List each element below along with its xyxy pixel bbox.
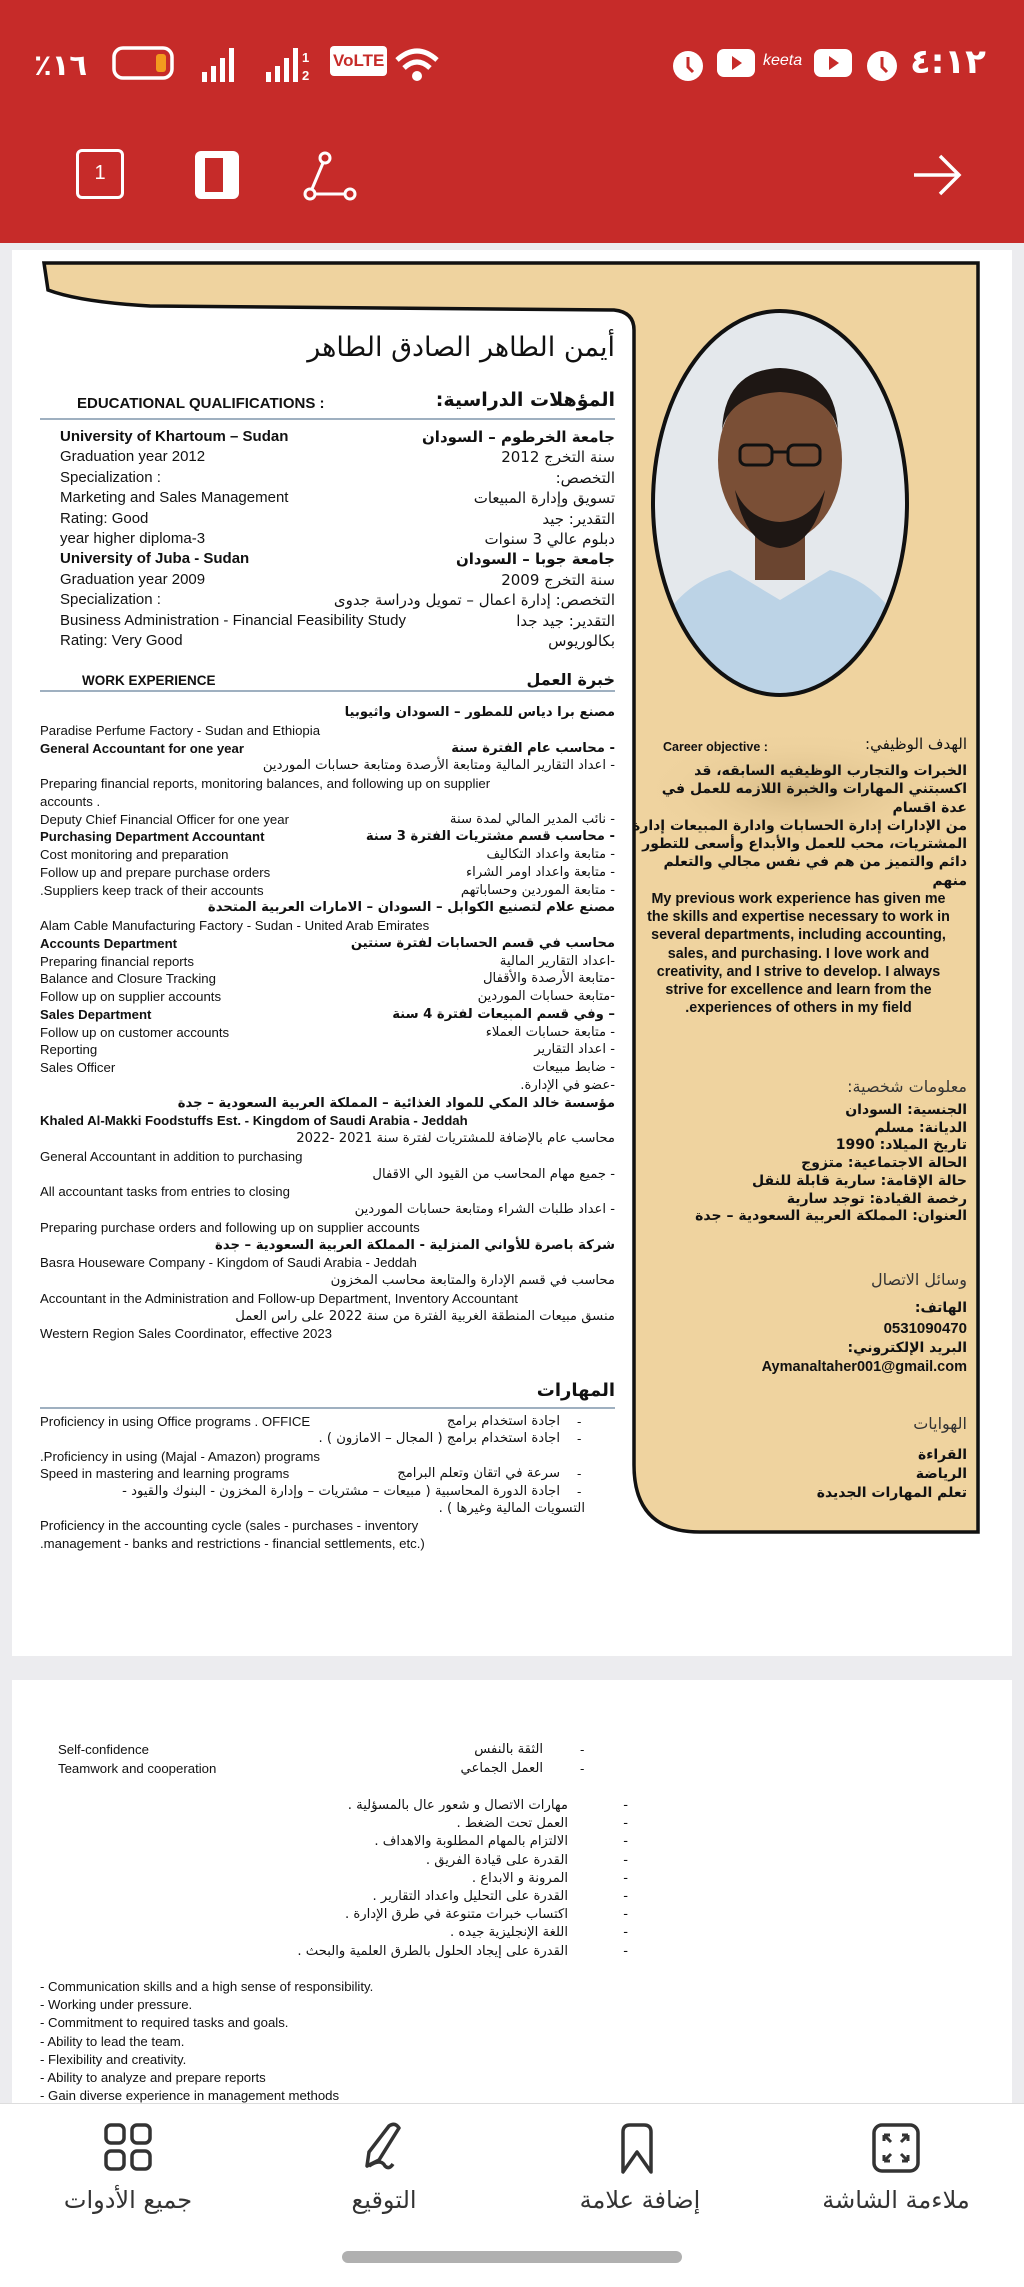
list-line [632, 853, 967, 871]
list-line [632, 872, 967, 890]
page-number: 1 [94, 162, 106, 184]
soft-skills-en-list [40, 1978, 373, 2105]
list-line [695, 1155, 967, 1173]
list-row [40, 954, 615, 972]
text-en: University of Khartoum – Sudan [60, 428, 289, 445]
line-text: .experiences of others in my field [685, 1000, 912, 1017]
list-row [40, 1042, 615, 1060]
line-text: several departments, including accounting, [651, 927, 946, 944]
keeta-label: keeta [763, 52, 803, 69]
fit-screen-icon [871, 2122, 921, 2174]
text-ar: - محاسب عام الفترة سنة [451, 740, 615, 756]
list-row [40, 1255, 615, 1273]
list-row [58, 1760, 585, 1780]
text-ar: اجادة استخدام برامج [446, 1414, 560, 1429]
list-row [40, 1536, 585, 1553]
signature-button[interactable] [256, 2104, 512, 2244]
list-line [40, 2069, 373, 2087]
line-text: مهارات الاتصال و شعور عال بالمسؤلية . [347, 1798, 568, 1813]
list-row [60, 510, 615, 530]
add-bookmark-label: إضافة علامة [579, 2186, 701, 2214]
line-text: - Commitment to required tasks and goals. [40, 2015, 289, 2031]
text-ar: العمل الجماعي [460, 1760, 543, 1776]
list-row [40, 741, 615, 759]
bullet-dash: - [623, 1907, 628, 1923]
career-objective-ar [632, 762, 967, 890]
text-ar: اجادة استخدام برامج ( المجال – الامازون ) . [318, 1431, 560, 1447]
text-en: Proficiency in the accounting cycle (sales - purchases - inventory [40, 1518, 419, 1534]
text-en: Specialization : [60, 591, 161, 609]
list-row [40, 1501, 585, 1518]
list-line [297, 1833, 628, 1851]
text-en: Purchasing Department Accountant [40, 829, 265, 845]
list-line [626, 999, 971, 1017]
text-en: .Proficiency in using (Majal - Amazon) programs [40, 1448, 320, 1464]
list-row [60, 612, 615, 632]
bullet-dash: - [623, 1925, 628, 1941]
list-row [60, 550, 615, 570]
email-address: Aymanaltaher001@gmail.com [761, 1359, 967, 1375]
text-ar: التخصص: إدارة اعمال – تمويل ودراسة جدوى [333, 591, 615, 610]
line-text: الحالة الاجتماعية: متزوج [801, 1155, 967, 1172]
bullet-dash: - [623, 1816, 628, 1832]
line-text: sales, and purchasing. I love work and [667, 945, 930, 962]
list-line [297, 1870, 628, 1888]
fit-screen-label: ملاءمة الشاشة [822, 2186, 970, 2214]
text-ar: -عضو في الإدارة. [520, 1077, 615, 1093]
bottom-toolbar [0, 2103, 1024, 2287]
text-ar: - ضابط مبيعات [532, 1060, 615, 1075]
line-text: حالة الإقامة: سارية قابلة للنقل [752, 1172, 967, 1189]
text-ar: التسويات المالية وغيرها ) . [438, 1500, 585, 1516]
list-line [40, 2014, 373, 2032]
work-experience-list [40, 705, 615, 1344]
text-en: Preparing financial reports, monitoring balances, and following up on supplier [40, 776, 491, 791]
home-indicator[interactable] [342, 2251, 682, 2263]
list-line [297, 1852, 628, 1870]
list-row [60, 632, 615, 652]
soft-skills-ar-list [297, 1797, 628, 1961]
list-row [40, 1414, 585, 1431]
line-text: اكتساب خبرات متنوعة في طرق الإدارة . [344, 1907, 568, 1923]
text-ar: محاسب في قسم الحسابات لفترة سنتين [350, 935, 615, 951]
list-row [60, 428, 615, 448]
text-en: University of Juba - Sudan [60, 550, 250, 568]
text-en: Reporting [40, 1042, 98, 1058]
text-en: Specialization : [60, 468, 161, 486]
list-line [626, 963, 971, 981]
text-en: Business Administration - Financial Feasibility Study [60, 611, 406, 629]
list-line [632, 762, 967, 780]
text-en: Preparing financial reports [40, 953, 194, 969]
list-line [297, 1815, 628, 1833]
text-ar: التقدير: جيد [542, 509, 615, 528]
line-text: - Flexibility and creativity. [40, 2051, 187, 2067]
line-text: strive for excellence and learn from the [665, 982, 932, 999]
text-en: Accountant in the Administration and Follow-up Department, Inventory Accountant [40, 1290, 518, 1306]
text-en: Western Region Sales Coordinator, effective 2023 [40, 1326, 333, 1342]
education-list [60, 428, 615, 652]
text-ar: مؤسسة خالد المكي للمواد الغذائية – المملكة العربية السعودية – جدة [177, 1095, 615, 1111]
text-en: accounts . [40, 793, 101, 809]
list-row [40, 936, 615, 954]
text-ar: دبلوم عالي 3 سنوات [484, 529, 615, 548]
candidate-name: أيمن الطاهر الصادق الطاهر [307, 332, 615, 363]
text-en: Balance and Closure Tracking [40, 971, 216, 987]
bullet-dash: - [623, 1834, 628, 1850]
line-text: - Gain diverse experience in management methods [40, 2088, 340, 2104]
text-ar: سنة التخرج 2012 [501, 448, 615, 467]
text-ar: سرعة في اتقان وتعلم البرامج [397, 1466, 560, 1482]
list-row [40, 1007, 615, 1025]
line-text: العنوان: المملكة العربية السعودية – جدة [695, 1208, 967, 1225]
list-row [60, 448, 615, 468]
text-en: Rating: Good [60, 509, 149, 527]
list-row [40, 1202, 615, 1220]
line-text: القدرة على التحليل واعداد التقارير . [372, 1889, 568, 1905]
list-line [632, 835, 967, 853]
text-en: Deputy Chief Financial Officer for one year [40, 811, 289, 827]
list-line [626, 981, 971, 999]
list-line [695, 1208, 967, 1226]
text-en: Basra Houseware Company - Kingdom of Saudi Arabia - Jeddah [40, 1255, 417, 1271]
text-ar: - محاسب قسم مشتريات الفترة 3 سنة [365, 829, 615, 845]
text-ar: -اعداد التقارير المالية [499, 953, 615, 969]
soft-skills-pairs [58, 1742, 585, 1779]
list-line [626, 926, 971, 944]
text-en: Paradise Perfume Factory - Sudan and Ethiopia [40, 722, 321, 738]
list-line [626, 945, 971, 963]
line-text: منهم [932, 872, 967, 889]
list-row [40, 1167, 615, 1185]
text-ar: مصنع علام لتصنيع الكوابل – السودان – الامارات العربية المتحدة [207, 900, 615, 916]
list-line [297, 1924, 628, 1942]
text-ar: - نائب المدير المالي لمدة سنة [449, 811, 615, 827]
list-line [626, 890, 971, 908]
personal-info-list [695, 1102, 967, 1226]
list-row [40, 776, 615, 794]
line-text: الالتزام بالمهام المطلوبة والاهداف . [374, 1834, 568, 1850]
text-ar: -متابعة الأرصدة والأقفال [482, 971, 615, 987]
career-objective-label-en: Career objective : [663, 740, 768, 754]
hobbies-list [817, 1446, 967, 1503]
text-en: Proficiency in using Office programs . OFFICE [40, 1414, 311, 1429]
text-ar: - جميع مهام المحاسب من القيود الي الاقفال [372, 1166, 615, 1182]
volte-badge: VoLTE [330, 46, 387, 76]
contact-title: وسائل الاتصال [870, 1270, 967, 1289]
bullet-dash: - [623, 1798, 628, 1813]
bullet-dash: - [623, 1943, 628, 1959]
list-row [40, 1466, 585, 1483]
list-line [695, 1173, 967, 1191]
list-line [297, 1906, 628, 1924]
list-row [40, 1184, 615, 1202]
all-tools-grid-icon [103, 2122, 153, 2172]
education-title-ar: المؤهلات الدراسية: [435, 389, 615, 411]
list-row [60, 571, 615, 591]
list-row [40, 758, 615, 776]
text-en: .Suppliers keep track of their accounts [40, 882, 264, 898]
list-row [40, 705, 615, 723]
list-line [817, 1446, 967, 1465]
text-ar: محاسب عام بالإضافة للمشتريات لفترة سنة 2021 -2022 [296, 1131, 615, 1146]
list-row [60, 489, 615, 509]
work-title-en: WORK EXPERIENCE [82, 673, 216, 688]
signature-label: التوقيع [351, 2186, 417, 2214]
list-line [626, 908, 971, 926]
list-row [40, 1309, 615, 1327]
list-row [40, 847, 615, 865]
text-ar: بكالوريوس [548, 631, 615, 650]
list-row [40, 1518, 585, 1535]
list-line [695, 1137, 967, 1155]
list-row [40, 918, 615, 936]
clock: ٤:١٢ [910, 42, 986, 82]
line-text: المشتريات، محب للعمل والأبداع وأسعى للتطور [642, 836, 967, 853]
line-text: العمل تحت الضغط . [456, 1816, 568, 1832]
text-ar: التقدير: جيد جدا [516, 611, 615, 630]
list-row [40, 1484, 585, 1501]
skills-list [40, 1414, 585, 1553]
text-en: Accounts Department [40, 935, 178, 951]
line-text: عدة اقسام [892, 799, 967, 816]
line-text: - Working under pressure. [40, 1997, 193, 2013]
list-row [40, 1149, 615, 1167]
text-en: year higher diploma-3 [60, 529, 206, 547]
hobbies-title: الهوايات [913, 1414, 967, 1433]
text-ar: - متابعة واعداد اومر الشراء [465, 864, 615, 880]
email-label: البريد الإلكتروني: [847, 1340, 967, 1356]
list-row [40, 865, 615, 883]
list-row [40, 1096, 615, 1114]
text-ar: – وفي قسم المبيعات لفترة 4 سنة [392, 1006, 615, 1022]
list-line [695, 1120, 967, 1138]
personal-info-title: معلومات شخصية: [847, 1077, 967, 1096]
line-text: اكسبتني المهارات والخبرة اللازمه للعمل في [661, 781, 967, 798]
text-ar: - متابعة واعداد التكاليف [486, 847, 615, 862]
work-title-ar: خبرة العمل [526, 670, 615, 689]
text-en: .management - banks and restrictions - financial settlements, etc.) [40, 1535, 425, 1551]
all-tools-label: جميع الأدوات [63, 2186, 193, 2214]
bookmark-icon [615, 2122, 665, 2178]
line-text: القدرة على قيادة الفريق . [425, 1852, 568, 1868]
text-en: Cost monitoring and preparation [40, 847, 229, 862]
line-text: creativity, and I strive to develop. I always [656, 963, 941, 980]
list-row [40, 971, 615, 989]
list-line [297, 1943, 628, 1961]
line-text: الخبرات والتجارب الوظيفيه السابقه، قد [694, 763, 967, 779]
phone-number: 0531090470 [883, 1320, 967, 1337]
bullet-dash: - [577, 1431, 582, 1447]
list-row [40, 829, 615, 847]
text-ar: جامعة الخرطوم – السودان [422, 428, 615, 446]
list-row [40, 1220, 615, 1238]
text-ar: - اعداد التقارير [534, 1042, 615, 1058]
list-line [40, 2033, 373, 2051]
line-text: اللغة الإنجليزية جيده . [450, 1925, 568, 1941]
line-text: - Communication skills and a high sense of responsibility. [40, 1979, 374, 1994]
line-text: القراءة [917, 1447, 967, 1463]
list-row [40, 1078, 615, 1096]
bullet-dash: - [623, 1870, 628, 1886]
list-row [40, 1238, 615, 1256]
text-en: Self-confidence [58, 1742, 149, 1757]
text-ar: -متابعة حسابات الموردين [477, 989, 615, 1004]
text-en: Graduation year 2012 [60, 448, 206, 466]
text-en: Follow up on customer accounts [40, 1024, 230, 1040]
text-en: Follow up and prepare purchase orders [40, 864, 271, 880]
text-ar: - اعداد التقارير المالية ومتابعة الأرصدة ومتابعة حسابات الموردين [262, 758, 615, 774]
list-row [60, 469, 615, 489]
list-line [40, 1978, 373, 1996]
list-row [40, 1131, 615, 1149]
bullet-dash: - [623, 1889, 628, 1905]
career-objective-en [626, 890, 971, 1017]
list-line [297, 1888, 628, 1906]
text-en: General Accountant in addition to purchasing [40, 1148, 303, 1164]
bullet-dash: - [580, 1760, 585, 1776]
battery-percent: ٪١٦ [34, 50, 88, 82]
list-line [40, 2051, 373, 2069]
bullet-dash: - [577, 1466, 582, 1482]
text-ar: - متابعة حسابات العملاء [485, 1024, 615, 1040]
list-row [60, 530, 615, 550]
text-ar: التخصص: [555, 468, 615, 487]
section-divider [40, 690, 615, 692]
list-row [40, 1273, 615, 1291]
list-line [817, 1484, 967, 1503]
line-text: تاريخ الميلاد: 1990 [835, 1137, 967, 1154]
list-row [40, 723, 615, 741]
skills-title: المهارات [536, 1380, 615, 1401]
fit-screen-button[interactable] [768, 2104, 1024, 2244]
section-divider [40, 418, 615, 420]
text-ar: محاسب في قسم الإدارة والمتابعة محاسب المخزون [330, 1273, 615, 1288]
line-text: تعلم المهارات الجديدة [816, 1485, 967, 1501]
career-objective-label-ar: الهدف الوظيفي: [865, 735, 967, 753]
line-text: الرياضة [915, 1466, 967, 1482]
list-row [40, 900, 615, 918]
bullet-dash: - [577, 1414, 582, 1429]
line-text: من الإدارات إدارة الحسابات وادارة المبيعات إدارة [632, 817, 967, 834]
text-ar: تسويق وإدارة المبيعات [473, 489, 615, 508]
list-line [297, 1797, 628, 1815]
bullet-dash: - [623, 1852, 628, 1868]
text-en: Marketing and Sales Management [60, 489, 289, 507]
bullet-dash: - [580, 1742, 585, 1757]
list-row [40, 1449, 585, 1466]
svg-text:2: 2 [302, 68, 310, 83]
text-en: Preparing purchase orders and following up on supplier accounts [40, 1219, 420, 1235]
text-en: Alam Cable Manufacturing Factory - Sudan - United Arab Emirates [40, 918, 430, 933]
text-ar: شركة باصرة للأواني المنزلية - المملكة العربية السعودية – جدة [215, 1237, 615, 1253]
list-line [695, 1191, 967, 1209]
text-ar: جامعة جوبا – السودان [455, 550, 615, 569]
line-text: الديانة: مسلم [874, 1119, 967, 1136]
text-en: Khaled Al-Makki Foodstuffs Est. - Kingdom of Saudi Arabia - Jeddah [40, 1113, 468, 1129]
text-en: Sales Officer [40, 1060, 116, 1075]
phone-label: الهاتف: [914, 1300, 967, 1316]
bullet-dash: - [577, 1483, 582, 1499]
list-row [40, 794, 615, 812]
text-en: Speed in mastering and learning programs [40, 1466, 290, 1482]
education-title-en: EDUCATIONAL QUALIFICATIONS : [77, 395, 325, 412]
list-row [40, 1326, 615, 1344]
list-line [40, 1996, 373, 2014]
list-row [40, 1291, 615, 1309]
list-row [40, 1025, 615, 1043]
all-tools-button[interactable] [0, 2104, 256, 2244]
line-text: the skills and expertise necessary to work in [647, 909, 950, 926]
line-text: دائم والتميز من هم في نفس مجالي والتعلم [663, 854, 967, 871]
list-line [632, 799, 967, 817]
text-ar: منسق مبيعات المنطقة الغربية الفترة من سنة 2022 على راس العمل [235, 1308, 615, 1324]
add-bookmark-button[interactable] [512, 2104, 768, 2244]
text-en: General Accountant for one year [40, 740, 244, 756]
list-row [40, 1060, 615, 1078]
text-ar: مصنع برا دياس للمطور – السودان واثيوبيا [344, 705, 615, 720]
section-divider [40, 1407, 615, 1409]
svg-text:1: 1 [302, 50, 310, 65]
line-text: - Ability to lead the team. [40, 2033, 185, 2049]
text-ar: - متابعة الموردين وحساباتهم [460, 882, 615, 898]
list-row [40, 812, 615, 830]
text-ar: سنة التخرج 2009 [501, 570, 615, 589]
text-en: Sales Department [40, 1006, 152, 1022]
list-row [40, 989, 615, 1007]
text-en: Follow up on supplier accounts [40, 989, 222, 1004]
line-text: الجنسية: السودان [845, 1102, 967, 1118]
list-row [40, 883, 615, 901]
list-line [632, 817, 967, 835]
list-row [60, 591, 615, 611]
line-text: القدرة على إيجاد الحلول بالطرق العلمية والبحث . [297, 1943, 568, 1959]
line-text: المرونة و الابداع . [471, 1870, 568, 1886]
list-line [695, 1102, 967, 1120]
text-en: Rating: Very Good [60, 631, 183, 649]
signature-pen-icon [359, 2122, 409, 2174]
line-text: رخصة القيادة: توجد سارية [786, 1190, 967, 1207]
text-en: Teamwork and cooperation [58, 1760, 217, 1776]
list-row [40, 1431, 585, 1448]
text-ar: اجادة الدورة المحاسبية ( مبيعات – مشتريات – وإدارة المخزون - البنوك والقيود - [122, 1483, 560, 1499]
list-line [817, 1465, 967, 1484]
text-en: Graduation year 2009 [60, 570, 206, 588]
text-ar: - اعداد طلبات الشراء ومتابعة حسابات الموردين [354, 1202, 615, 1217]
list-row [58, 1742, 585, 1761]
list-line [632, 780, 967, 798]
text-ar: الثقة بالنفس [474, 1742, 543, 1757]
line-text: - Ability to analyze and prepare reports [40, 2070, 266, 2086]
list-row [40, 1113, 615, 1131]
line-text: My previous work experience has given me [651, 891, 946, 907]
text-en: All accountant tasks from entries to closing [40, 1184, 290, 1200]
